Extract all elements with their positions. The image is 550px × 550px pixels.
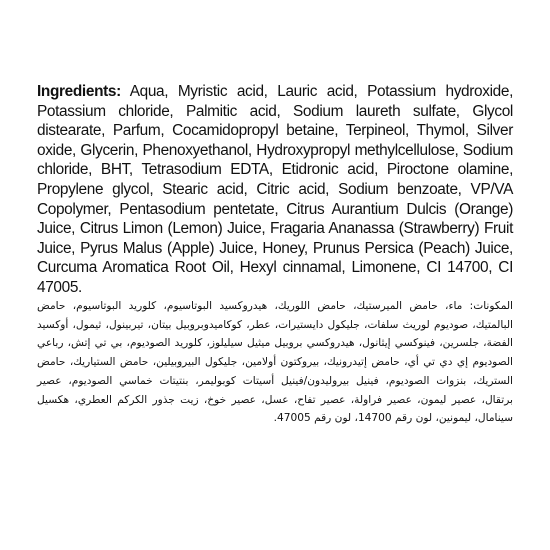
ingredients-label: Ingredients: — [37, 83, 121, 100]
english-ingredients-text: Aqua, Myristic acid, Lauric acid, Potassium hydroxide, Potassium chloride, Palmitic acid, Sodium laureth sulfate, Glycol distearate, Parfum, Cocamidopropyl betaine, Terpineol, Thymol, Silver oxide, Glycerin, Phenoxyethanol, Hydroxypropyl methylcellulose, Sodium chloride, BHT, Tetrasodium EDTA, Etidronic acid, Piroctone olamine, Propylene glycol, Stearic acid, Citric acid, Sodium benzoate, VP/VA Copolymer, Pentasodium pentetate, Citrus Aurantium Dulcis (Orange) Juice, Citrus Limon (Lemon) Juice, Fragaria Ananassa (Strawberry) Fruit Juice, Pyrus Malus (Apple) Juice, Honey, Prunus Persica (Peach) Juice, Curcuma Aromatica Root Oil, Hexyl cinnamal, Limonene, CI 14700, CI 47005. — [37, 83, 513, 296]
arabic-ingredients: المكونات: ماء، حامض الميرستيك، حامض اللوريك، هيدروكسيد البوتاسيوم، كلوريد البوتاسيوم، حامض البالمتيك، صوديوم لوريث سلفات، جليكول دايستيرات، عطر، كوكاميدوبروبيل بيتان، تيربينول، ثيمول، أوكسيد الفضة، جلسرين، فينوكسي إيثانول، هيدروكسي بروبيل ميثيل سيليلوز، كلوريد الصوديوم، بي تي إتش، رباعي الصوديوم إي دي تي أي، حامض إتيدرونيك، بيروكتون أولامين، جليكول البيروبيلين، حامض الستياريك، حامض الستريك، بنزوات الصوديوم، فينيل بيروليدون/فينيل أسيتات كوبوليمر، بنتيتات خماسي الصوديوم، عصير برتقال، عصير ليمون، عصير فراولة، عصير تفاح، عسل، عصير خوخ، زيت جذور الكركم العطري، هكسيل سينامال، ليمونين، لون رقم 14700، لون رقم 47005. — [37, 300, 513, 425]
english-ingredients — [37, 82, 513, 298]
